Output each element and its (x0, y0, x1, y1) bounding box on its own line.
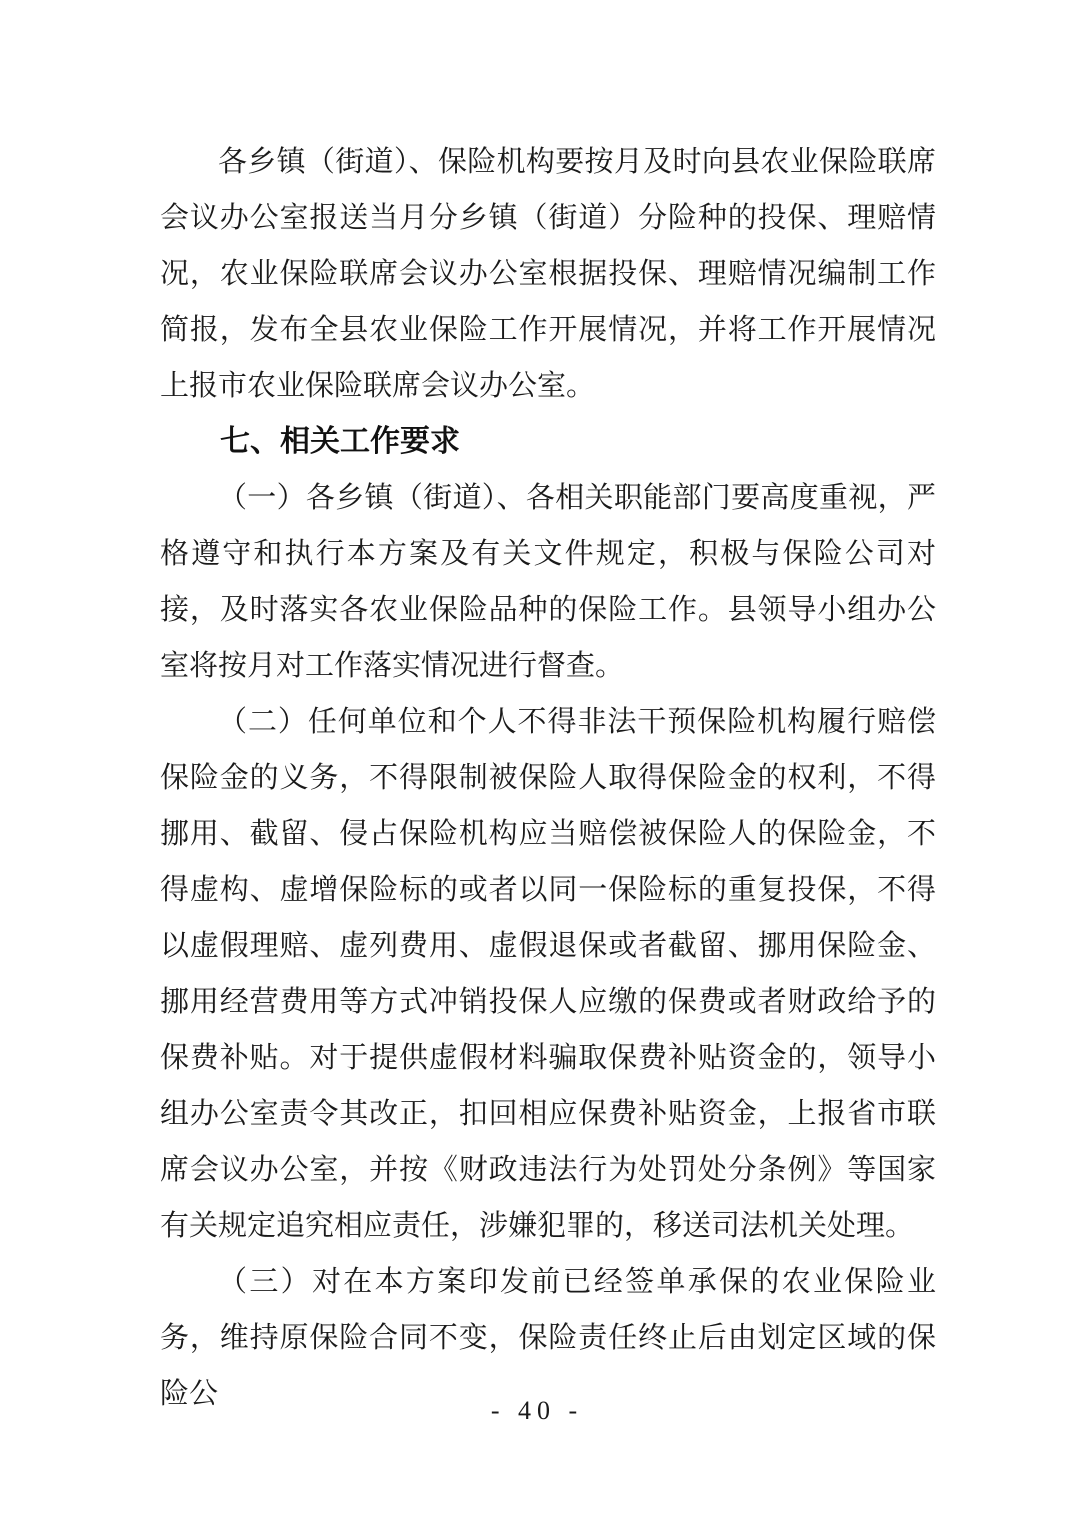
paragraph-item-two: （二）任何单位和个人不得非法干预保险机构履行赔偿保险金的义务，不得限制被保险人取得保险金的权利，不得挪用、截留、侵占保险机构应当赔偿被保险人的保险金，不得虚构、虚增保险标的或者以同一保险标的重复投保，不得以虚假理赔、虚列费用、虚假退保或者截留、挪用保险金、挪用经营费用等方式冲销投保人应缴的保费或者财政给予的保费补贴。对于提供虚假材料骗取保费补贴资金的，领导小组办公室责令其改正，扣回相应保费补贴资金，上报省市联席会议办公室，并按《财政违法行为处罚处分条例》等国家有关规定追究相应责任，涉嫌犯罪的，移送司法机关处理。 (160, 706, 936, 1242)
paragraph-monthly-reporting: 各乡镇（街道）、保险机构要按月及时向县农业保险联席会议办公室报送当月分乡镇（街道）分险种的投保、理赔情况，农业保险联席会议办公室根据投保、理赔情况编制工作简报，发布全县农业保险工作开展情况，并将工作开展情况上报市农业保险联席会议办公室。 (160, 146, 936, 402)
paragraph-item-three: （三）对在本方案印发前已经签单承保的农业保险业务，维持原保险合同不变，保险责任终止后由划定区域的保险公 (160, 1266, 936, 1410)
section-heading-related-work-requirements: 七、相关工作要求 (220, 425, 460, 458)
paragraph-item-one: （一）各乡镇（街道）、各相关职能部门要高度重视，严格遵守和执行本方案及有关文件规定，积极与保险公司对接，及时落实各农业保险品种的保险工作。县领导小组办公室将按月对工作落实情况进行督查。 (160, 482, 936, 682)
page-number: - 40 - (490, 1396, 584, 1425)
document-body (160, 134, 936, 1422)
